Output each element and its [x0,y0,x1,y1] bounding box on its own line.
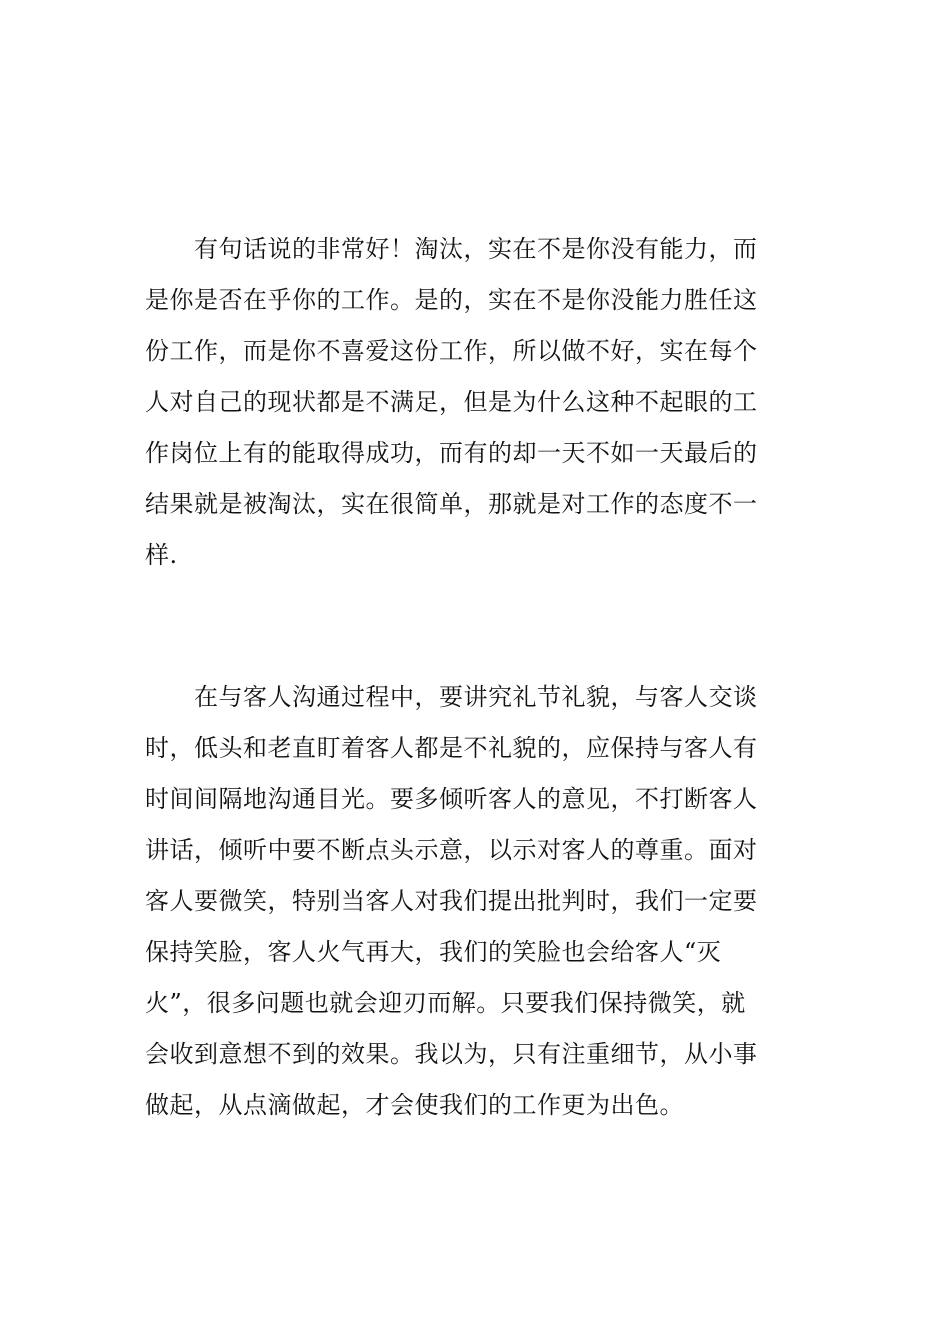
paragraph-1 [145,224,815,581]
paragraph-2-line: 讲话，倾听中要不断点头示意，以示对客人的尊重。面对 [145,836,758,864]
paragraph-2-line: 会收到意想不到的效果。我以为，只有注重细节，从小事 [145,1040,758,1068]
paragraph-2-line: 时，低头和老直盯着客人都是不礼貌的，应保持与客人有 [145,734,758,762]
paragraph-2-line: 火”，很多问题也就会迎刃而解。只要我们保持微笑，就 [145,989,746,1017]
paragraph-1-line: 样. [145,541,178,569]
paragraph-1-line: 有句话说的非常好！淘汰，实在不是你没有能力，而 [145,235,758,263]
paragraph-2-line: 保持笑脸，客人火气再大，我们的笑脸也会给客人“灭 [145,938,722,966]
paragraph-1-line: 作岗位上有的能取得成功，而有的却一天不如一天最后的 [145,439,758,467]
paragraph-2-line: 在与客人沟通过程中，要讲究礼节礼貌，与客人交谈 [145,683,758,711]
paragraph-2 [145,672,815,1131]
paragraph-2-line: 客人要微笑，特别当客人对我们提出批判时，我们一定要 [145,887,758,915]
paragraph-1-line: 人对自己的现状都是不满足，但是为什么这种不起眼的工 [145,388,758,416]
paragraph-1-line: 份工作，而是你不喜爱这份工作，所以做不好，实在每个 [145,337,758,365]
paragraph-1-line: 结果就是被淘汰，实在很简单，那就是对工作的态度不一 [145,490,758,518]
paragraph-1-line: 是你是否在乎你的工作。是的，实在不是你没能力胜任这 [145,286,758,314]
paragraph-2-line: 时间间隔地沟通目光。要多倾听客人的意见，不打断客人 [145,785,758,813]
paragraph-2-line: 做起，从点滴做起，才会使我们的工作更为出色。 [145,1091,684,1119]
